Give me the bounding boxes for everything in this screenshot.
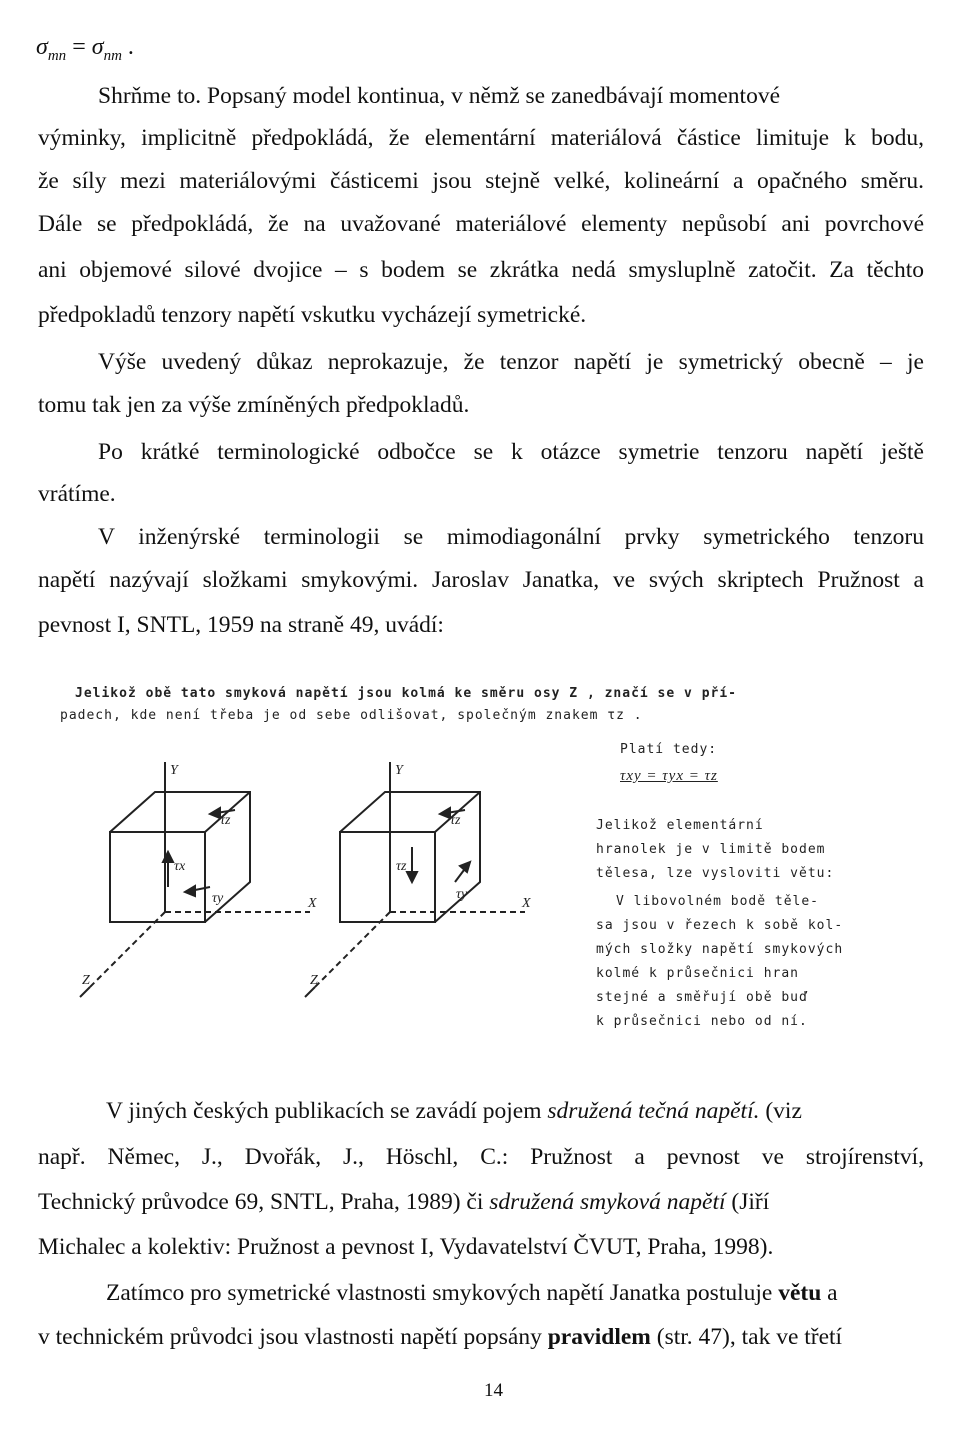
tau-label: τy — [456, 887, 468, 902]
quote-line: stejné a směřují obě buď — [596, 990, 808, 1005]
paragraph-line: Výše uvedený důkaz neprokazuje, že tenzor napětí je symetrický obecně – je — [98, 349, 924, 375]
paragraph-line: vrátíme. — [38, 481, 116, 507]
scanned-quotation — [60, 662, 860, 1062]
quote-line: tělesa, lze vysloviti větu: — [596, 866, 835, 881]
paragraph-line: Michalec a kolektiv: Pružnost a pevnost I, Vydavatelství ČVUT, Praha, 1998). — [38, 1234, 774, 1260]
paragraph-line: tomu tak jen za výše zmíněných předpokladů. — [38, 392, 470, 418]
quote-line: Jelikož elementární — [596, 818, 764, 833]
paragraph-line: Dále se předpokládá, že na uvažované materiálové elementy nepůsobí ani povrchové — [38, 211, 924, 237]
paragraph-line: předpokladů tenzory napětí vskutku vycházejí symetrické. — [38, 302, 587, 328]
paragraph-line: Zatímco pro symetrické vlastnosti smykových napětí Janatka postuluje větu a — [106, 1280, 838, 1306]
quote-line: sa jsou v řezech k sobě kol- — [596, 918, 844, 933]
quote-line: V libovolném bodě těle- — [616, 894, 820, 909]
equation: $\sigma_{mn} = \sigma_{nm}$ . — [36, 34, 134, 64]
paragraph-line: Shrňme to. Popsaný model kontinua, v němž se zanedbávají momentové — [98, 83, 781, 109]
tau-label: τz — [396, 859, 407, 874]
quote-line: Jelikož obě tato smyková napětí jsou kolmá ke směru osy Z , značí se v pří- — [75, 686, 737, 701]
paragraph-line: že síly mezi materiálovými částicemi jsou stejně velké, kolineární a opačného směru. — [38, 168, 924, 194]
paragraph-line: výminky, implicitně předpokládá, že elementární materiálová částice limituje k bodu, — [38, 125, 924, 151]
tau-label: τz — [220, 813, 231, 828]
paragraph-line: např. Němec, J., Dvořák, J., Höschl, C.: Pružnost a pevnost ve strojírenství, — [38, 1144, 924, 1170]
axis-label-z: Z — [310, 973, 318, 988]
axis-label-x: X — [308, 896, 317, 911]
paragraph-line: Po krátké terminologické odbočce se k otázce symetrie tenzoru napětí ještě — [98, 439, 924, 465]
tau-label: τz — [450, 813, 461, 828]
paragraph-line: pevnost I, SNTL, 1959 na straně 49, uvádí: — [38, 612, 444, 638]
axis-label-y: Y — [395, 763, 403, 778]
quote-line: Platí tedy: — [620, 742, 718, 757]
quote-line: mých složky napětí smykových — [596, 942, 844, 957]
quote-line: padech, kde není třeba je od sebe odlišovat, společným znakem τz . — [60, 708, 643, 723]
paragraph-line: V inženýrské terminologii se mimodiagonální prvky symetrického tenzoru — [98, 524, 924, 550]
page-number: 14 — [484, 1380, 503, 1401]
axis-label-y: Y — [170, 763, 178, 778]
quote-line: hranolek je v limitě bodem — [596, 842, 826, 857]
axis-label-x: X — [522, 896, 531, 911]
paragraph-line: Technický průvodce 69, SNTL, Praha, 1989) či sdružená smyková napětí (Jiří — [38, 1189, 770, 1215]
paragraph-line: ani objemové silové dvojice – s bodem se zkrátka nedá smysluplně zatočit. Za těchto — [38, 257, 924, 283]
quote-line: kolmé k průsečnici hran — [596, 966, 800, 981]
stress-cubes-diagram — [60, 762, 560, 1022]
axis-label-z: Z — [82, 973, 90, 988]
tau-label: τx — [174, 859, 186, 874]
quote-line: k průsečnici nebo od ní. — [596, 1014, 808, 1029]
paragraph-line: napětí nazývají složkami smykovými. Jaroslav Janatka, ve svých skriptech Pružnost a — [38, 567, 924, 593]
paragraph-line: V jiných českých publikacích se zavádí pojem sdružená tečná napětí. (viz — [106, 1098, 802, 1124]
tau-label: τy — [212, 891, 224, 906]
paragraph-line: v technickém průvodci jsou vlastnosti napětí popsány pravidlem (str. 47), tak ve třetí — [38, 1324, 843, 1350]
formula: τxy = τyx = τz — [620, 768, 718, 784]
